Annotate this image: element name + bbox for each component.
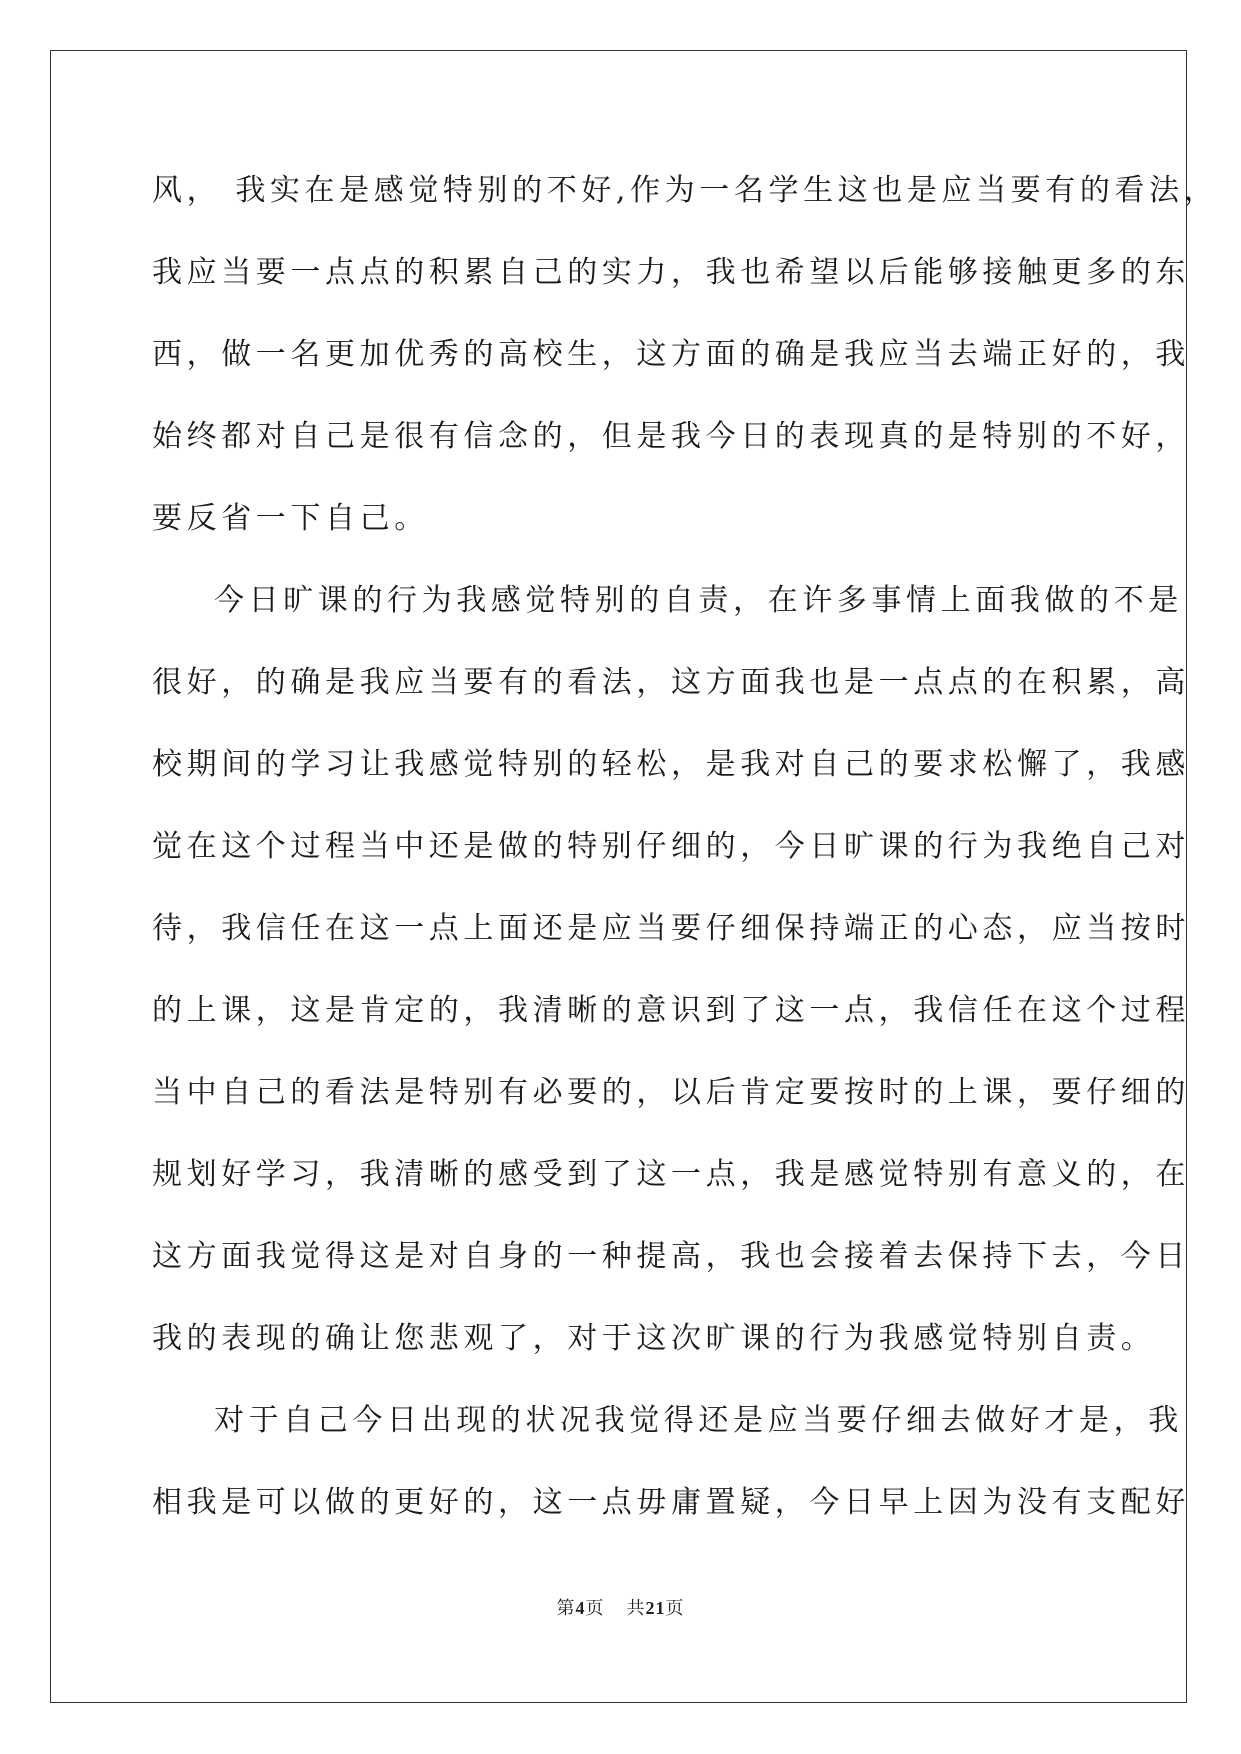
paragraph bbox=[152, 1391, 1190, 1555]
total-prefix: 共 bbox=[626, 1598, 646, 1618]
text-line: 当中自己的看法是特别有必要的，以后肯定要按时的上课，要仔细的 bbox=[152, 1075, 1190, 1110]
document-body bbox=[152, 161, 1219, 1555]
text-line: 西，做一名更加优秀的高校生，这方面的确是我应当去端正好的，我 bbox=[152, 337, 1190, 372]
text-line: 始终都对自己是很有信念的，但是我今日的表现真的是特别的不好， bbox=[152, 419, 1190, 454]
text-line: 这方面我觉得这是对自身的一种提高，我也会接着去保持下去，今日 bbox=[152, 1239, 1190, 1274]
text-line: 对于自己今日出现的状况我觉得还是应当要仔细去做好才是，我 bbox=[214, 1403, 1183, 1438]
text-line: 规划好学习，我清晰的感受到了这一点，我是感觉特别有意义的，在 bbox=[152, 1157, 1190, 1192]
page-suffix: 页 bbox=[585, 1598, 605, 1618]
text-line: 待，我信任在这一点上面还是应当要仔细保持端正的心态，应当按时 bbox=[152, 911, 1190, 946]
text-line: 要反省一下自己。 bbox=[152, 501, 429, 536]
total-pages: 21 bbox=[645, 1598, 666, 1618]
text-line: 相我是可以做的更好的，这一点毋庸置疑，今日早上因为没有支配好 bbox=[152, 1485, 1190, 1520]
text-line: 校期间的学习让我感觉特别的轻松，是我对自己的要求松懈了，我感 bbox=[152, 747, 1190, 782]
page-footer bbox=[0, 1594, 1241, 1620]
text-line: 觉在这个过程当中还是做的特别仔细的，今日旷课的行为我绝自己对 bbox=[152, 829, 1190, 864]
paragraph bbox=[152, 571, 1190, 1391]
text-line: 今日旷课的行为我感觉特别的自责，在许多事情上面我做的不是 bbox=[214, 583, 1183, 618]
page-prefix: 第 bbox=[556, 1598, 576, 1618]
text-line: 很好，的确是我应当要有的看法，这方面我也是一点点的在积累，高 bbox=[152, 665, 1190, 700]
page-number: 4 bbox=[575, 1598, 586, 1618]
text-line: 风， 我实在是感觉特别的不好,作为一名学生这也是应当要有的看法， bbox=[152, 173, 1219, 208]
text-line: 的上课，这是肯定的，我清晰的意识到了这一点，我信任在这个过程 bbox=[152, 993, 1190, 1028]
text-line: 我的表现的确让您悲观了，对于这次旷课的行为我感觉特别自责。 bbox=[152, 1321, 1156, 1356]
paragraph bbox=[152, 161, 1219, 571]
total-suffix: 页 bbox=[665, 1598, 685, 1618]
text-line: 我应当要一点点的积累自己的实力，我也希望以后能够接触更多的东 bbox=[152, 255, 1190, 290]
